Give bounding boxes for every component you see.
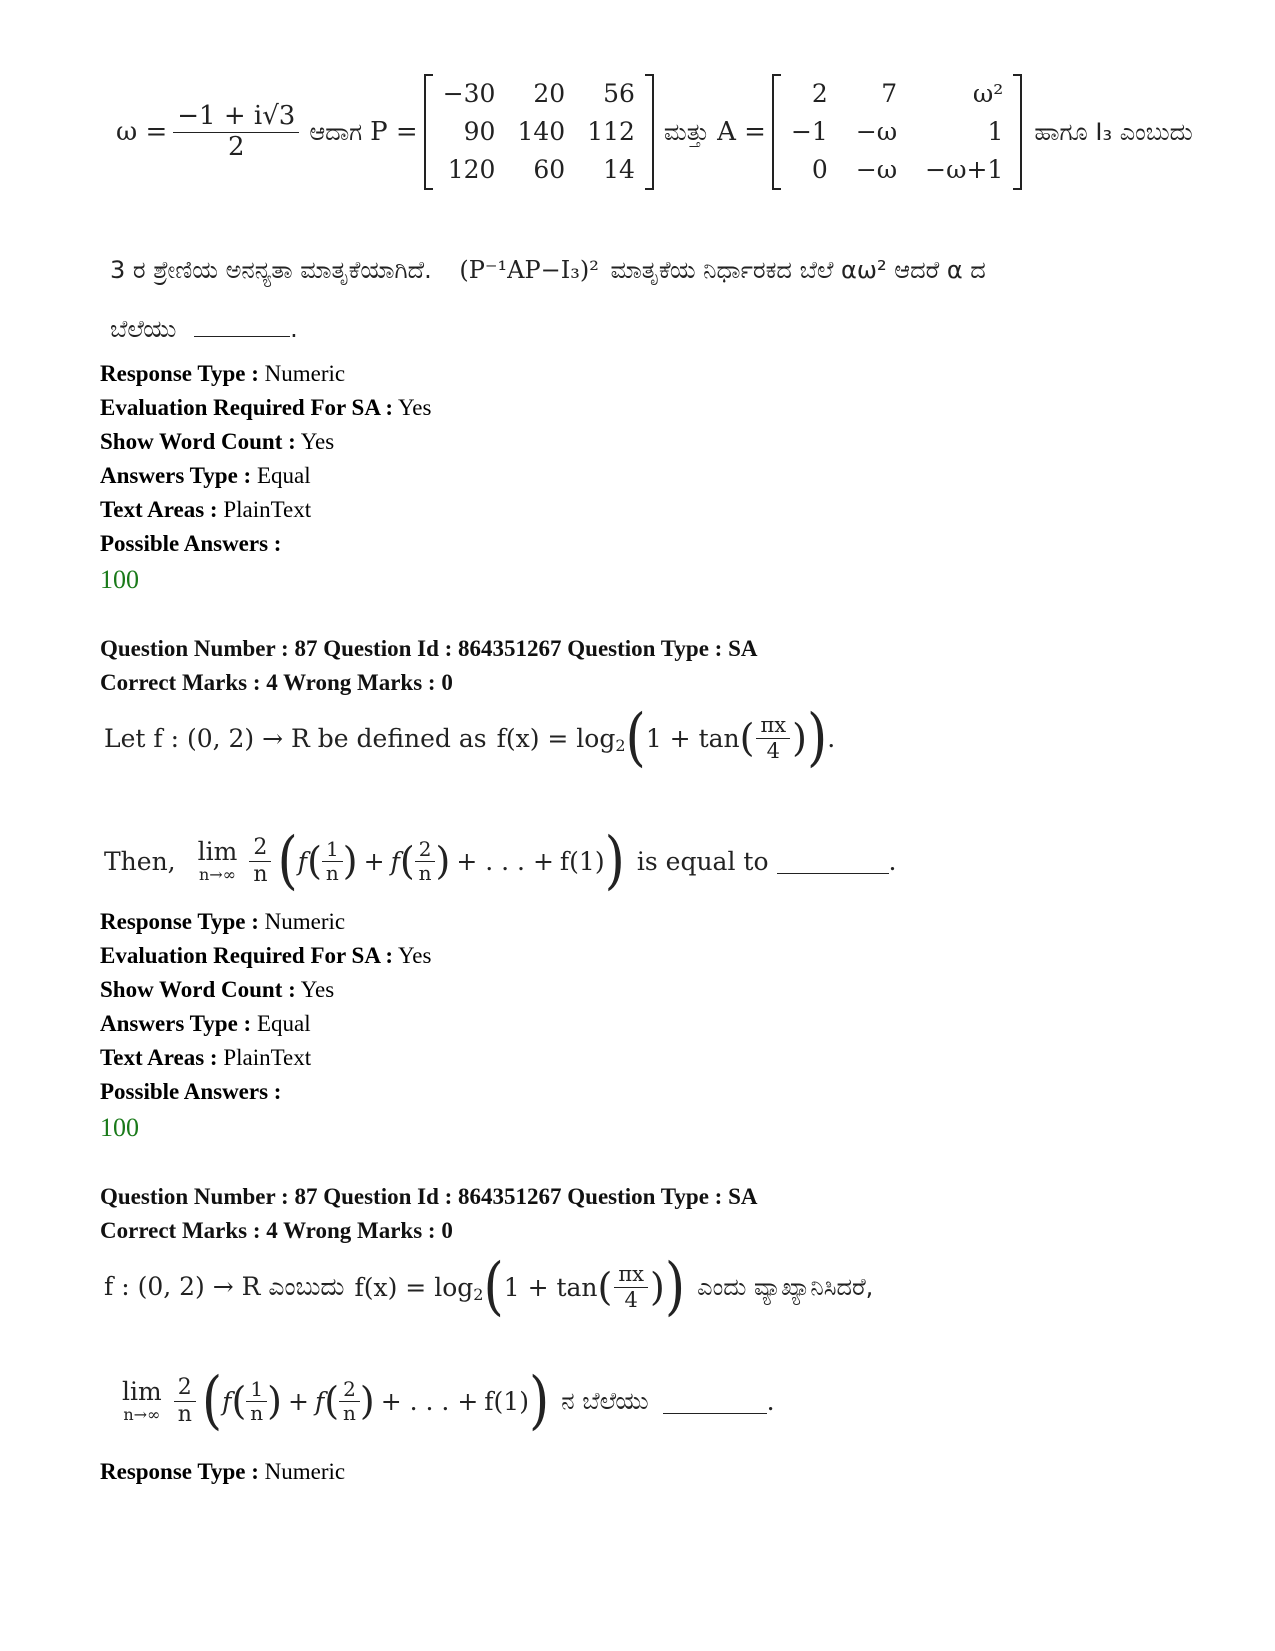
q86-line3-text: ಬೆಲೆಯು <box>110 315 177 343</box>
pi-x-over-4: $\frac{\pi x}{4}$ <box>756 713 790 762</box>
word-count-value: Yes <box>300 429 335 454</box>
possible-answers-row: Possible Answers : <box>100 1079 282 1104</box>
limit-operator: lim n→∞ <box>122 1377 162 1424</box>
a-cell: 0 <box>811 155 828 184</box>
limit-operator: lim n→∞ <box>197 837 238 884</box>
mattu-word: ಮತ್ತು <box>663 118 710 146</box>
a-cell: −ω <box>855 117 898 146</box>
q87-limit: Then, lim n→∞ $\frac{2}{n}$ ( f ( $\frac{1}{n}$ ) + f ( $\frac{2}{n}$ ) + . . . + f(1) ) is equal to . <box>104 825 897 897</box>
answers-type-row: Answers Type : Equal <box>100 1011 311 1036</box>
word-count-row: Show Word Count : Yes <box>100 429 335 454</box>
question-header <box>100 1180 758 1248</box>
p-cell: −30 <box>442 79 496 108</box>
meta-block <box>100 357 431 597</box>
answer-blank <box>777 849 889 874</box>
response-type-row: Response Type : Numeric <box>100 1459 346 1484</box>
possible-answer-value: 100 <box>100 565 139 594</box>
a-cell: 7 <box>881 79 898 108</box>
q86-line2-kannada: 3 ರ ಶ್ರೇಣಿಯ ಅನನ್ಯತಾ ಮಾತೃಕೆಯಾಗಿದೆ. <box>110 256 432 284</box>
answers-type-value: Equal <box>256 1011 311 1036</box>
q86-line2-kannada-2: ಮಾತೃಕೆಯ ನಿರ್ಧಾರಕದ ಬೆಲೆ αω² ಆದರೆ α ದ <box>610 256 986 284</box>
text-areas-value: PlainText <box>223 1045 312 1070</box>
q86-line1 <box>116 62 1193 202</box>
a-matrix <box>772 74 1022 190</box>
adaaga-word: ಆದಾಗ <box>309 118 363 146</box>
p-cell: 56 <box>603 79 635 108</box>
question-header <box>100 632 758 700</box>
q87-definition: Let f : (0, 2) → R be defined as f(x) = log $_2$ ( 1 + tan ( $\frac{\pi x}{4}$ ) ) . <box>104 702 836 774</box>
then-word: Then, <box>104 846 176 876</box>
q87-kan-limit: lim n→∞ $\frac{2}{n}$ ( f ( $\frac{1}{n}$ ) + f ( $\frac{2}{n}$ ) + . . . + f(1) ) ನ ಬೆಲೆಯು . <box>122 1365 775 1437</box>
answers-type-row: Answers Type : Equal <box>100 463 311 488</box>
a-cell: ω² <box>972 79 1004 108</box>
definition-prefix: f : (0, 2) → R ಎಂಬುದು <box>104 1272 345 1301</box>
text-areas-value: PlainText <box>223 497 312 522</box>
q86-line2 <box>110 256 986 284</box>
evaluation-value: Yes <box>398 943 432 968</box>
p-cell: 120 <box>447 155 496 184</box>
one-over-n: $\frac{1}{n}$ <box>322 838 343 885</box>
p-cell: 20 <box>533 79 566 108</box>
a-cell: 2 <box>811 79 828 108</box>
response-type-value: Numeric <box>264 1459 346 1484</box>
evaluation-row: Evaluation Required For SA : Yes <box>100 395 432 420</box>
definition-prefix: Let f : (0, 2) → R be defined as <box>104 723 487 753</box>
a-cell: −1 <box>790 117 828 146</box>
two-over-n-arg: $\frac{2}{n}$ <box>415 838 436 885</box>
log-base: 2 <box>615 735 626 755</box>
pi-x-over-4: $\frac{\pi x}{4}$ <box>614 1262 648 1311</box>
response-type-value: Numeric <box>264 361 346 386</box>
p-cell: 60 <box>533 155 566 184</box>
is-equal-to: is equal to <box>636 846 769 876</box>
question-marks: Correct Marks : 4 Wrong Marks : 0 <box>100 1218 453 1243</box>
omega-numerator: −1 + i√3 <box>173 102 299 133</box>
p-cell: 90 <box>463 117 496 146</box>
p-cell: 112 <box>587 117 635 146</box>
text-areas-row: Text Areas : PlainText <box>100 1045 312 1070</box>
meta-block <box>100 905 431 1145</box>
response-type-row: Response Type : Numeric <box>100 909 346 934</box>
response-type-row: Response Type : Numeric <box>100 361 346 386</box>
p-cell: 14 <box>603 155 635 184</box>
a-cell: −ω+1 <box>925 155 1004 184</box>
p-label: P = <box>370 117 418 147</box>
fx-label: f(x) = log <box>496 723 616 753</box>
answer-blank <box>194 312 290 337</box>
word-count-value: Yes <box>300 977 335 1002</box>
a-cell: 1 <box>987 117 1004 146</box>
a-cell: −ω <box>855 155 898 184</box>
one-plus-tan: 1 + tan <box>645 723 740 753</box>
a-label: A = <box>717 117 766 147</box>
response-type-value: Numeric <box>264 909 346 934</box>
possible-answers-row: Possible Answers : <box>100 531 282 556</box>
p-cell: 140 <box>517 117 566 146</box>
word-count-row: Show Word Count : Yes <box>100 977 335 1002</box>
defined-kannada: ಎಂದು ವ್ಯಾಖ್ಯಾನಿಸಿದರೆ, <box>697 1273 874 1301</box>
evaluation-value: Yes <box>398 395 432 420</box>
q87-kan-definition: f : (0, 2) → R ಎಂಬುದು f(x) = log $_2$ ( 1 + tan ( $\frac{\pi x}{4}$ ) ) ಎಂದು ವ್ಯಾಖ್ಯಾನಿಸಿದರೆ, <box>104 1251 874 1323</box>
evaluation-row: Evaluation Required For SA : Yes <box>100 943 432 968</box>
question-info: Question Number : 87 Question Id : 864351267 Question Type : SA <box>100 636 758 661</box>
two-over-n: $\frac{2}{n}$ <box>249 835 271 887</box>
text-areas-row: Text Areas : PlainText <box>100 497 312 522</box>
q86-line3: ಬೆಲೆಯು . <box>110 312 298 343</box>
possible-answer-value: 100 <box>100 1113 139 1142</box>
na-beleyu: ನ ಬೆಲೆಯು <box>561 1387 649 1415</box>
omega-label: ω = <box>116 117 168 147</box>
question-marks: Correct Marks : 4 Wrong Marks : 0 <box>100 670 453 695</box>
q86-line1-tail: ಹಾಗೂ I₃ ಎಂಬುದು <box>1034 118 1193 146</box>
omega-fraction <box>173 102 299 163</box>
p-matrix <box>424 74 654 190</box>
q86-expression: (P⁻¹AP−I₃)² <box>459 256 599 284</box>
question-info: Question Number : 87 Question Id : 864351267 Question Type : SA <box>100 1184 758 1209</box>
answer-blank <box>663 1389 767 1414</box>
omega-denominator: 2 <box>228 131 245 162</box>
answers-type-value: Equal <box>256 463 311 488</box>
